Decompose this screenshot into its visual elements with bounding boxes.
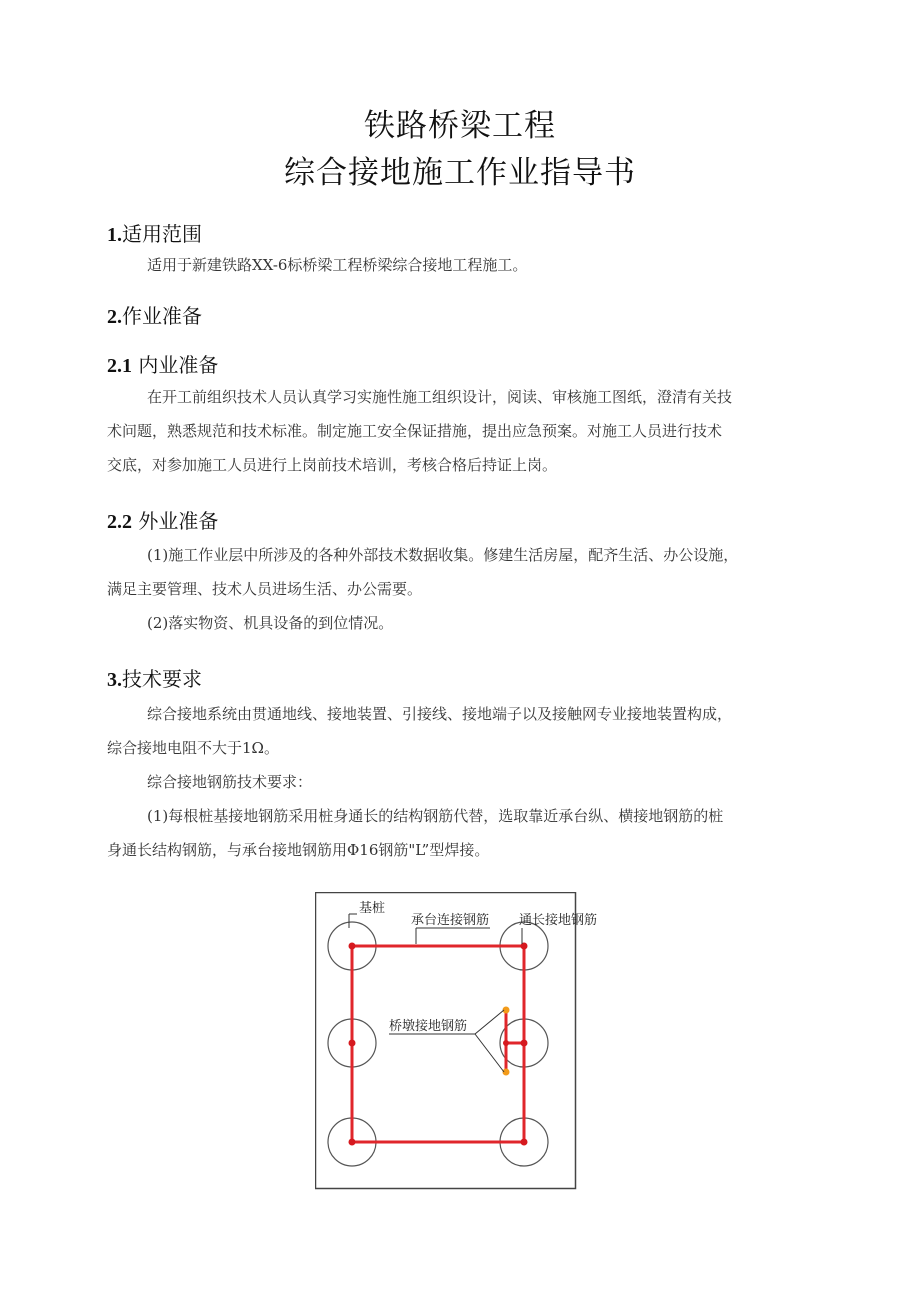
node bbox=[349, 1139, 356, 1146]
section-2-2-item1-line2: 满足主要管理、技术人员进场生活、办公需要。 bbox=[107, 580, 423, 598]
node bbox=[349, 1040, 356, 1047]
node bbox=[503, 1040, 509, 1046]
label-pile: 基桩 bbox=[359, 901, 386, 916]
section-1-title: 适用范围 bbox=[122, 222, 202, 246]
section-3-item1-line1: (1)每根桩基接地钢筋采用桩身通长的结构钢筋代替，选取靠近承台纵、横接地钢筋的桩 bbox=[147, 807, 724, 825]
node bbox=[521, 1139, 528, 1146]
label-cap-rebar: 承台连接钢筋 bbox=[411, 913, 490, 928]
section-2-title: 作业准备 bbox=[122, 304, 202, 328]
section-1-heading bbox=[107, 218, 202, 247]
section-2-2-heading bbox=[107, 505, 218, 534]
section-2-2-title: 外业准备 bbox=[138, 509, 219, 533]
section-2-1-body bbox=[107, 380, 817, 482]
section-2-1-line2: 术问题，熟悉规范和技术标准。制定施工安全保证措施，提出应急预案。对施工人员进行技术 bbox=[107, 422, 723, 440]
doc-title-line2: 综合接地施工作业指导书 bbox=[284, 155, 636, 191]
section-3-para2: 综合接地钢筋技术要求： bbox=[147, 773, 313, 791]
section-2-1-number: 2.1 bbox=[107, 355, 132, 377]
section-2-2-number: 2.2 bbox=[107, 511, 132, 533]
grounding-rebar-diagram bbox=[315, 892, 605, 1190]
section-1-text: 适用于新建铁路XX-6标桥梁工程桥梁综合接地工程施工。 bbox=[147, 256, 528, 274]
section-1-body bbox=[107, 248, 817, 282]
section-2-2-item1-line1: (1)施工作业层中所涉及的各种外部技术数据收集。修建生活房屋，配齐生活、办公设施， bbox=[147, 546, 739, 564]
section-2-1-heading bbox=[107, 349, 218, 378]
label-long-rebar: 通长接地钢筋 bbox=[519, 913, 598, 928]
label-pier-rebar: 桥墩接地钢筋 bbox=[389, 1019, 468, 1034]
section-2-2-item2: (2)落实物资、机具设备的到位情况。 bbox=[147, 614, 394, 632]
section-3-para1-line1: 综合接地系统由贯通地线、接地装置、引接线、接地端子以及接触网专业接地装置构成， bbox=[147, 705, 733, 723]
section-2-1-line3: 交底，对参加施工人员进行上岗前技术培训，考核合格后持证上岗。 bbox=[107, 456, 558, 474]
section-3-item1-line2: 身通长结构钢筋，与承台接地钢筋用Φ16钢筋"L”型焊接。 bbox=[107, 841, 490, 859]
node bbox=[521, 1040, 528, 1047]
section-3-body bbox=[107, 697, 817, 867]
doc-title-line1: 铁路桥梁工程 bbox=[364, 108, 556, 144]
section-1-number: 1. bbox=[107, 224, 122, 246]
section-3-number: 3. bbox=[107, 669, 122, 691]
section-2-heading bbox=[107, 300, 202, 329]
section-3-title: 技术要求 bbox=[122, 667, 202, 691]
section-3-heading bbox=[107, 663, 202, 692]
section-3-para1-line2: 综合接地电阻不大于1Ω。 bbox=[107, 739, 279, 757]
section-2-1-line1: 在开工前组织技术人员认真学习实施性施工组织设计，阅读、审核施工图纸，澄清有关技 bbox=[147, 388, 733, 406]
section-2-2-body bbox=[107, 538, 817, 640]
section-2-number: 2. bbox=[107, 306, 122, 328]
section-2-1-title: 内业准备 bbox=[138, 353, 219, 377]
node bbox=[349, 943, 356, 950]
